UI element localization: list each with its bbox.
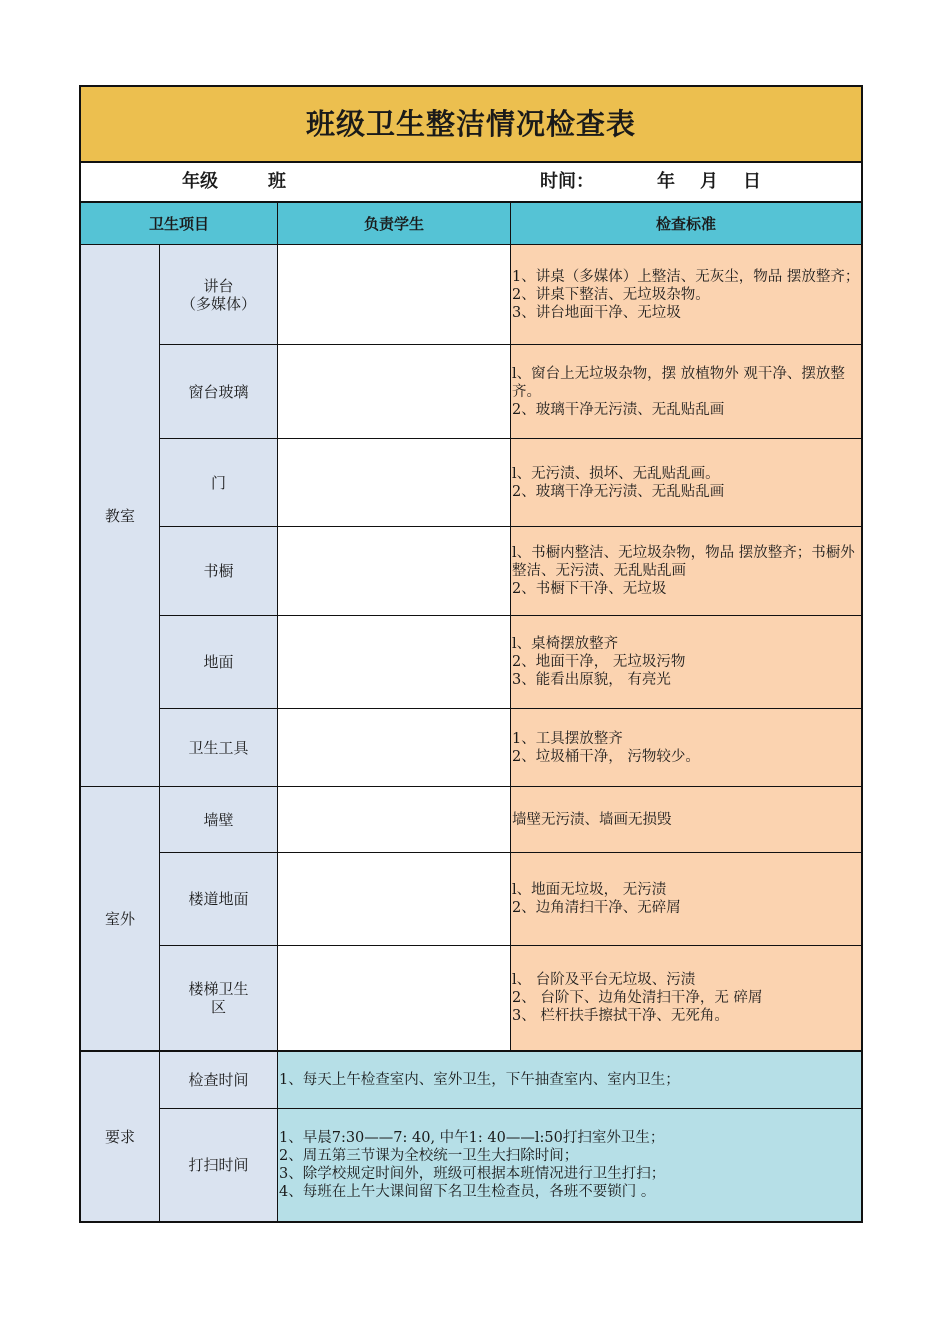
- student-field[interactable]: [278, 345, 511, 439]
- requirement-text: 1、早晨7:30——7: 40, 中午1: 40——l:50打扫室外卫生； 2、周五第三节课为全校统一卫生大扫除时间； 3、除学校规定时间外，班级可根据本班情况进行卫生打扫； 4、每班在上午大课间留下名卫生检查员，各班不要锁门 。: [278, 1109, 861, 1221]
- day-label: 日: [743, 171, 761, 192]
- group-classroom: 教室: [81, 245, 160, 787]
- student-field[interactable]: [278, 709, 511, 787]
- student-field[interactable]: [278, 245, 511, 345]
- student-field[interactable]: [278, 527, 511, 616]
- item-name: 门: [160, 439, 278, 527]
- standard-cell: l、书橱内整洁、无垃圾杂物，物品 摆放整齐；书橱外 整洁、无污渍、无乱贴乱画 2、书橱下干净、无垃圾: [511, 527, 861, 616]
- grade-label: 年级: [182, 171, 218, 192]
- student-field[interactable]: [278, 946, 511, 1052]
- inspection-table: [79, 85, 863, 1223]
- header-student: 负责学生: [278, 203, 511, 245]
- item-name: 卫生工具: [160, 709, 278, 787]
- info-row: [81, 163, 861, 203]
- standard-cell: 1、讲桌（多媒体）上整洁、无灰尘，物品 摆放整齐； 2、讲桌下整洁、无垃圾杂物。 3、讲台地面干净、无垃圾: [511, 245, 861, 345]
- item-name: 窗台玻璃: [160, 345, 278, 439]
- group-requirements: 要求: [81, 1052, 160, 1221]
- student-field[interactable]: [278, 853, 511, 946]
- year-label: 年: [657, 171, 675, 192]
- time-label: 时间：: [540, 171, 594, 192]
- item-name: 书橱: [160, 527, 278, 616]
- table-title: 班级卫生整洁情况检查表: [81, 87, 861, 163]
- header-item: 卫生项目: [81, 203, 278, 245]
- standard-cell: 1、工具摆放整齐 2、垃圾桶干净， 污物较少。: [511, 709, 861, 787]
- student-field[interactable]: [278, 439, 511, 527]
- class-label: 班: [268, 171, 286, 192]
- student-field[interactable]: [278, 616, 511, 709]
- standard-cell: l、窗台上无垃圾杂物，摆 放植物外 观干净、摆放整齐。 2、玻璃干净无污渍、无乱贴乱画: [511, 345, 861, 439]
- item-name: 楼道地面: [160, 853, 278, 946]
- month-label: 月: [700, 171, 718, 192]
- requirement-name: 检查时间: [160, 1052, 278, 1109]
- item-name: 楼梯卫生 区: [160, 946, 278, 1052]
- standard-cell: l、 台阶及平台无垃圾、污渍 2、 台阶下、边角处清扫干净，无 碎屑 3、 栏杆扶手擦拭干净、无死角。: [511, 946, 861, 1052]
- group-outdoor: 室外: [81, 787, 160, 1052]
- student-field[interactable]: [278, 787, 511, 853]
- item-name: 墙壁: [160, 787, 278, 853]
- item-name: 讲台 （多媒体）: [160, 245, 278, 345]
- standard-cell: l、无污渍、损坏、无乱贴乱画。 2、玻璃干净无污渍、无乱贴乱画: [511, 439, 861, 527]
- header-standard: 检查标准: [511, 203, 861, 245]
- standard-cell: l、地面无垃圾， 无污渍 2、边角清扫干净、无碎屑: [511, 853, 861, 946]
- requirement-text: 1、每天上午检查室内、室外卫生，下午抽查室内、室内卫生；: [278, 1052, 861, 1109]
- item-name: 地面: [160, 616, 278, 709]
- requirement-name: 打扫时间: [160, 1109, 278, 1221]
- standard-cell: l、桌椅摆放整齐 2、地面干净， 无垃圾污物 3、能看出原貌， 有亮光: [511, 616, 861, 709]
- standard-cell: 墙壁无污渍、墙画无损毁: [511, 787, 861, 853]
